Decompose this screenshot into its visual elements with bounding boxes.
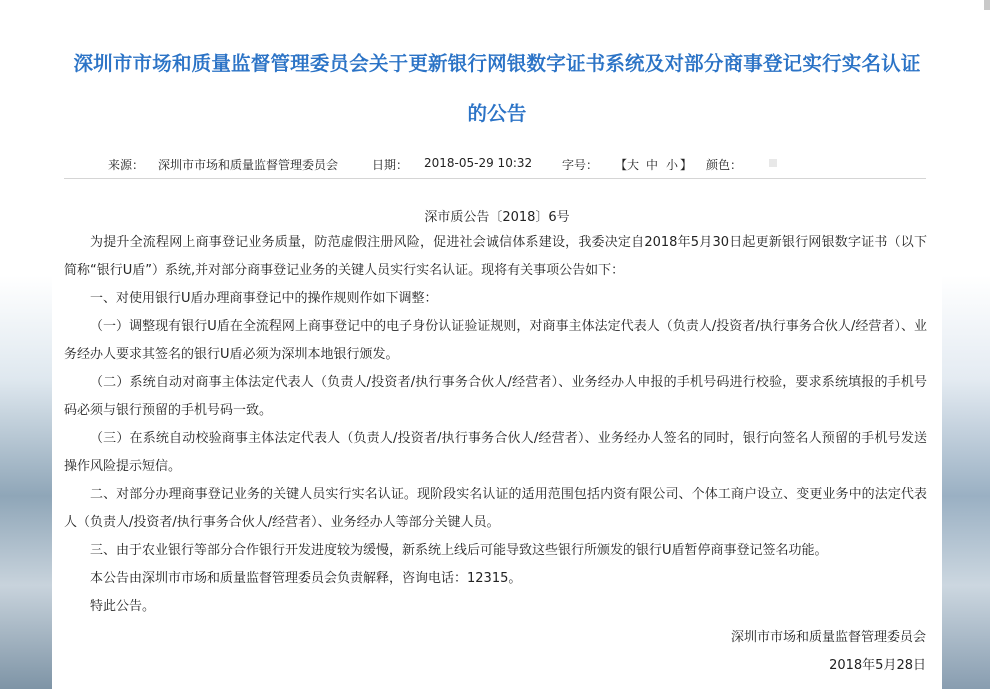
scrollbar-corner[interactable] xyxy=(984,0,990,10)
font-size-large-link[interactable]: 大 xyxy=(627,158,640,172)
announcement-body xyxy=(64,229,927,621)
document-number: 深市质公告〔2018〕6号 xyxy=(424,210,570,225)
page-title: 深圳市市场和质量监督管理委员会关于更新银行网银数字证书系统及对部分商事登记实行实名认证 xyxy=(73,52,921,75)
color-swatch-8[interactable] xyxy=(769,159,777,167)
article-meta-bar xyxy=(52,156,942,172)
header-divider xyxy=(64,178,926,179)
paragraph-interpretation: 本公告由深圳市市场和质量监督管理委员会负责解释，咨询电话：12315。 xyxy=(90,571,522,586)
paragraph-item-1-2: （二）系统自动对商事主体法定代表人（负责人/投资者/执行事务合伙人/经营者）、业务经办人申报的手机号码进行校验，要求系统填报的手机号码必须与银行预留的手机号码一致。 xyxy=(64,375,927,418)
font-size-small-link[interactable]: 小 xyxy=(666,158,679,172)
date-label: 日期： xyxy=(372,158,409,172)
paragraph-section-2: 二、对部分办理商事登记业务的关键人员实行实名认证。现阶段实名认证的适用范围包括内资有限公司、个体工商户设立、变更业务中的法定代表人（负责人/投资者/执行事务合伙人/经营者）、业务经办人等部分关键人员。 xyxy=(64,487,927,530)
source-label: 来源： xyxy=(108,158,145,172)
paragraph-closing: 特此公告。 xyxy=(90,599,156,614)
announcement-page xyxy=(52,0,942,689)
font-size-bracket-close: 】 xyxy=(680,158,693,172)
paragraph-item-1-1: （一）调整现有银行U盾在全流程网上商事登记中的电子身份认证验证规则，对商事主体法定代表人（负责人/投资者/执行事务合伙人/经营者）、业务经办人要求其签名的银行U盾必须为深圳本地银行颁发。 xyxy=(64,319,927,362)
font-size-medium-link[interactable]: 中 xyxy=(646,158,659,172)
font-size-bracket-open: 【 xyxy=(615,158,628,172)
paragraph-section-1: 一、对使用银行U盾办理商事登记中的操作规则作如下调整： xyxy=(90,291,438,306)
signature-date: 2018年5月28日 xyxy=(829,658,926,673)
signature-organization: 深圳市市场和质量监督管理委员会 xyxy=(730,630,926,645)
source-value: 深圳市市场和质量监督管理委员会 xyxy=(158,158,339,172)
paragraph-section-3: 三、由于农业银行等部分合作银行开发进度较为缓慢，新系统上线后可能导致这些银行所颁发的银行U盾暂停商事登记签名功能。 xyxy=(90,543,828,558)
paragraph-intro: 为提升全流程网上商事登记业务质量，防范虚假注册风险，促进社会诚信体系建设，我委决定自2018年5月30日起更新银行网银数字证书（以下简称“银行U盾”）系统,并对部分商事登记业务的关键人员实行实名认证。现将有关事项公告如下： xyxy=(64,235,927,278)
color-label: 颜色： xyxy=(706,158,743,172)
background-left-panel xyxy=(0,0,60,689)
page-title-continued: 的公告 xyxy=(467,102,527,125)
font-size-label: 字号： xyxy=(562,158,599,172)
paragraph-item-1-3: （三）在系统自动校验商事主体法定代表人（负责人/投资者/执行事务合伙人/经营者）、业务经办人签名的同时，银行向签名人预留的手机号发送操作风险提示短信。 xyxy=(64,431,927,474)
date-value: 2018-05-29 10:32 xyxy=(424,156,533,170)
